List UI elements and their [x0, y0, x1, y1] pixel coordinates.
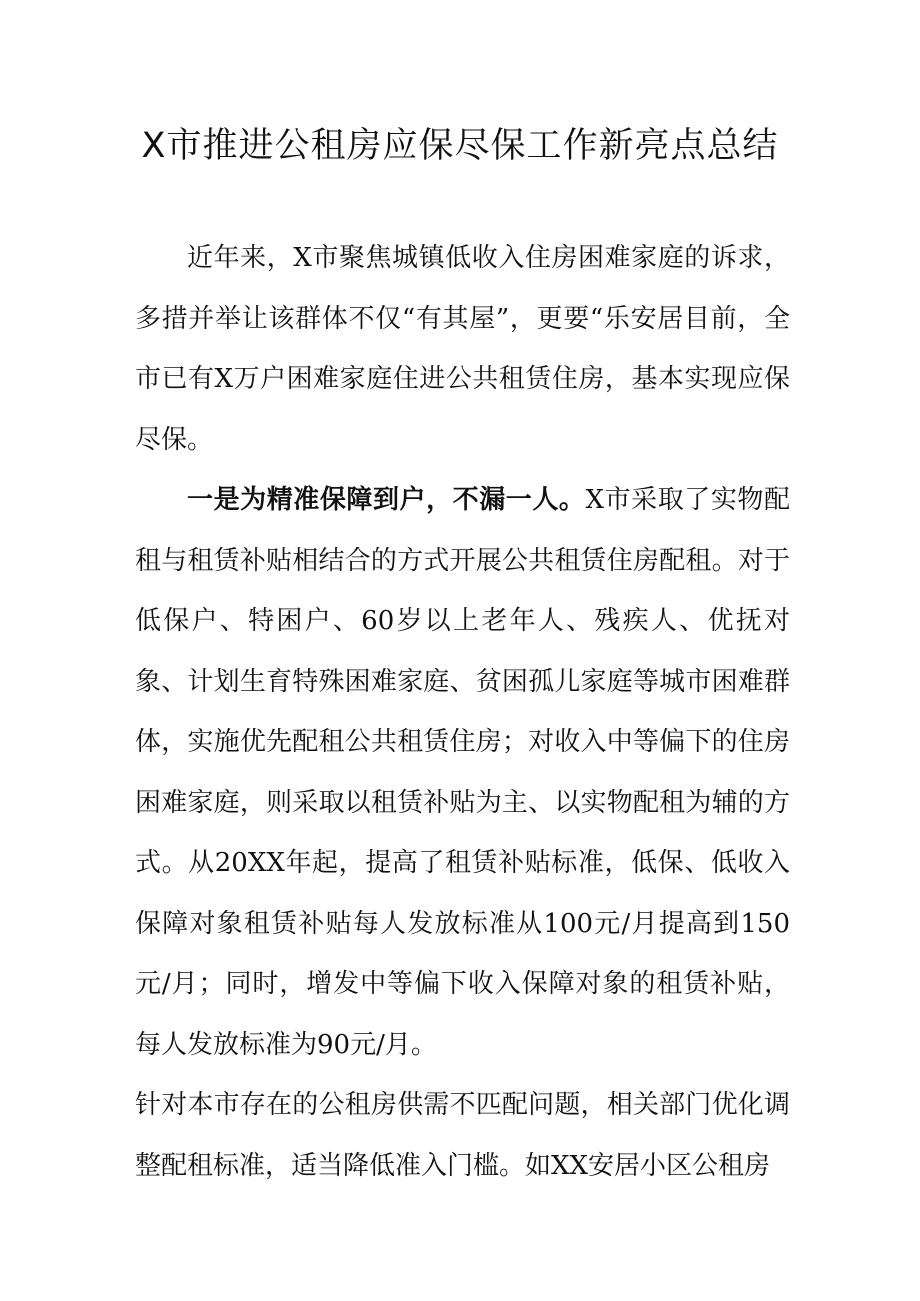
- document-title: X市推进公租房应保尽保工作新亮点总结: [141, 126, 779, 166]
- paragraph-intro: 近年来，X市聚焦城镇低收入住房困难家庭的诉求，多措并举让该群体不仅“有其屋”，更要“乐安居目前，全市已有X万户困难家庭住进公共租赁住房，基本实现应保尽保。: [135, 243, 790, 455]
- paragraph-body: X市采取了实物配租与租赁补贴相结合的方式开展公共租赁住房配租。对于低保户、特困户、60岁以上老年人、残疾人、优抚对象、计划生育特殊困难家庭、贫困孤儿家庭等城市困难群体，实施优先配租公共租赁住房；对收入中等偏下的住房困难家庭，则采取以租赁补贴为主、以实物配租为辅的方式。从20XX年起，提高了租赁补贴标准，低保、低收入保障对象租赁补贴每人发放标准从100元/月提高到150元/月；同时，增发中等偏下收入保障对象的租赁补贴，每人发放标准为90元/月。: [135, 485, 790, 1060]
- paragraph-supply-demand: 针对本市存在的公租房供需不匹配问题，相关部门优化调整配租标准，适当降低准入门槛。如XX安居小区公租房: [135, 1090, 790, 1181]
- paragraph-precise-guarantee: [135, 470, 790, 1075]
- paragraph-lead-heading: 一是为精准保障到户，不漏一人。: [187, 485, 586, 515]
